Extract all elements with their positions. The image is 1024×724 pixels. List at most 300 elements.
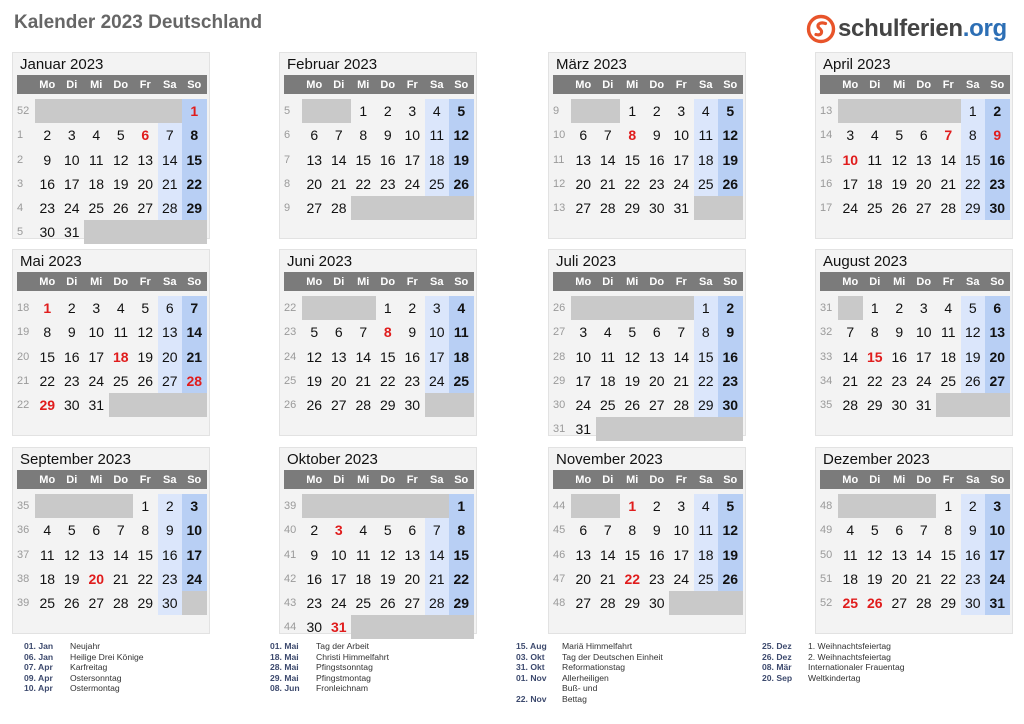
day-cell[interactable]: 9 (652, 522, 661, 539)
day-cell[interactable]: 4 (870, 127, 879, 144)
day-cell[interactable]: 19 (379, 570, 396, 587)
day-cell[interactable]: 14 (915, 546, 932, 563)
day-cell[interactable]: 3 (334, 522, 343, 539)
day-cell[interactable]: 22 (449, 567, 474, 591)
day-cell[interactable]: 13 (575, 151, 592, 168)
day-cell[interactable]: 13 (330, 348, 347, 365)
day-cell[interactable]: 24 (575, 397, 592, 414)
day-cell[interactable]: 27 (137, 200, 154, 217)
day-cell[interactable]: 16 (306, 570, 323, 587)
day-cell[interactable]: 15 (39, 348, 56, 365)
day-cell[interactable]: 14 (842, 348, 859, 365)
day-cell[interactable]: 11 (449, 320, 474, 344)
day-cell[interactable]: 15 (355, 151, 372, 168)
day-cell[interactable]: 21 (330, 175, 347, 192)
day-cell[interactable]: 29 (961, 196, 986, 220)
day-cell[interactable]: 12 (306, 348, 323, 365)
day-cell[interactable]: 23 (404, 372, 421, 389)
day-cell[interactable]: 28 (355, 397, 372, 414)
day-cell[interactable]: 17 (673, 151, 690, 168)
day-cell[interactable]: 18 (599, 372, 616, 389)
day-cell[interactable]: 4 (43, 522, 52, 539)
day-cell[interactable]: 23 (985, 172, 1010, 196)
day-cell[interactable]: 24 (63, 200, 80, 217)
day-cell[interactable]: 8 (359, 127, 368, 144)
day-cell[interactable]: 1 (628, 498, 637, 515)
day-cell[interactable]: 20 (158, 345, 183, 369)
day-cell[interactable]: 13 (88, 546, 105, 563)
day-cell[interactable]: 9 (67, 324, 76, 341)
day-cell[interactable]: 13 (158, 320, 183, 344)
day-cell[interactable]: 17 (404, 151, 421, 168)
day-cell[interactable]: 29 (624, 200, 641, 217)
day-cell[interactable]: 30 (718, 393, 743, 417)
day-cell[interactable]: 29 (694, 393, 719, 417)
day-cell[interactable]: 3 (985, 494, 1010, 518)
day-cell[interactable]: 3 (919, 300, 928, 317)
day-cell[interactable]: 4 (425, 99, 450, 123)
day-cell[interactable]: 16 (158, 543, 183, 567)
day-cell[interactable]: 30 (891, 397, 908, 414)
day-cell[interactable]: 7 (846, 324, 855, 341)
day-cell[interactable]: 17 (673, 546, 690, 563)
day-cell[interactable]: 22 (866, 372, 883, 389)
day-cell[interactable]: 22 (694, 369, 719, 393)
day-cell[interactable]: 24 (425, 369, 450, 393)
day-cell[interactable]: 8 (870, 324, 879, 341)
day-cell[interactable]: 8 (694, 320, 719, 344)
day-cell[interactable]: 6 (310, 127, 319, 144)
day-cell[interactable]: 13 (306, 151, 323, 168)
day-cell[interactable]: 13 (404, 546, 421, 563)
day-cell[interactable]: 1 (383, 300, 392, 317)
day-cell[interactable]: 10 (88, 324, 105, 341)
day-cell[interactable]: 25 (88, 200, 105, 217)
day-cell[interactable]: 24 (404, 175, 421, 192)
day-cell[interactable]: 21 (940, 175, 957, 192)
day-cell[interactable]: 28 (425, 591, 450, 615)
day-cell[interactable]: 7 (182, 296, 207, 320)
day-cell[interactable]: 2 (652, 103, 661, 120)
day-cell[interactable]: 5 (116, 127, 125, 144)
day-cell[interactable]: 27 (88, 595, 105, 612)
day-cell[interactable]: 18 (39, 570, 56, 587)
day-cell[interactable]: 17 (915, 348, 932, 365)
day-cell[interactable]: 16 (648, 546, 665, 563)
day-cell[interactable]: 27 (985, 369, 1010, 393)
day-cell[interactable]: 2 (985, 99, 1010, 123)
day-cell[interactable]: 20 (330, 372, 347, 389)
day-cell[interactable]: 2 (310, 522, 319, 539)
day-cell[interactable]: 2 (961, 494, 986, 518)
day-cell[interactable]: 25 (866, 200, 883, 217)
day-cell[interactable]: 16 (718, 345, 743, 369)
day-cell[interactable]: 3 (425, 296, 450, 320)
day-cell[interactable]: 7 (116, 522, 125, 539)
day-cell[interactable]: 27 (915, 200, 932, 217)
day-cell[interactable]: 11 (694, 123, 719, 147)
day-cell[interactable]: 2 (43, 127, 52, 144)
day-cell[interactable]: 24 (842, 200, 859, 217)
day-cell[interactable]: 23 (648, 570, 665, 587)
day-cell[interactable]: 13 (915, 151, 932, 168)
day-cell[interactable]: 30 (648, 595, 665, 612)
day-cell[interactable]: 10 (182, 518, 207, 542)
day-cell[interactable]: 4 (359, 522, 368, 539)
day-cell[interactable]: 10 (842, 151, 859, 168)
day-cell[interactable]: 3 (579, 324, 588, 341)
day-cell[interactable]: 15 (961, 148, 986, 172)
day-cell[interactable]: 28 (158, 196, 183, 220)
day-cell[interactable]: 28 (330, 200, 347, 217)
day-cell[interactable]: 26 (306, 397, 323, 414)
day-cell[interactable]: 1 (694, 296, 719, 320)
day-cell[interactable]: 5 (67, 522, 76, 539)
day-cell[interactable]: 17 (182, 543, 207, 567)
day-cell[interactable]: 27 (575, 595, 592, 612)
day-cell[interactable]: 6 (652, 324, 661, 341)
day-cell[interactable]: 21 (425, 567, 450, 591)
day-cell[interactable]: 5 (961, 296, 986, 320)
day-cell[interactable]: 14 (940, 151, 957, 168)
day-cell[interactable]: 27 (891, 595, 908, 612)
day-cell[interactable]: 11 (694, 518, 719, 542)
day-cell[interactable]: 9 (895, 324, 904, 341)
day-cell[interactable]: 30 (39, 224, 56, 241)
day-cell[interactable]: 31 (575, 421, 592, 438)
day-cell[interactable]: 9 (383, 127, 392, 144)
day-cell[interactable]: 21 (158, 172, 183, 196)
day-cell[interactable]: 14 (112, 546, 129, 563)
day-cell[interactable]: 24 (88, 372, 105, 389)
day-cell[interactable]: 6 (158, 296, 183, 320)
day-cell[interactable]: 28 (842, 397, 859, 414)
day-cell[interactable]: 11 (867, 151, 883, 168)
day-cell[interactable]: 19 (63, 570, 80, 587)
day-cell[interactable]: 12 (379, 546, 396, 563)
day-cell[interactable]: 22 (624, 175, 641, 192)
day-cell[interactable]: 6 (334, 324, 343, 341)
day-cell[interactable]: 27 (158, 369, 183, 393)
day-cell[interactable]: 16 (891, 348, 908, 365)
day-cell[interactable]: 11 (940, 324, 956, 341)
day-cell[interactable]: 11 (600, 348, 616, 365)
day-cell[interactable]: 9 (985, 123, 1010, 147)
day-cell[interactable]: 23 (63, 372, 80, 389)
day-cell[interactable]: 2 (652, 498, 661, 515)
day-cell[interactable]: 11 (355, 546, 371, 563)
day-cell[interactable]: 4 (694, 494, 719, 518)
day-cell[interactable]: 2 (383, 103, 392, 120)
day-cell[interactable]: 15 (379, 348, 396, 365)
day-cell[interactable]: 17 (842, 175, 859, 192)
day-cell[interactable]: 14 (355, 348, 372, 365)
day-cell[interactable]: 2 (895, 300, 904, 317)
day-cell[interactable]: 12 (63, 546, 80, 563)
day-cell[interactable]: 23 (718, 369, 743, 393)
day-cell[interactable]: 12 (961, 320, 986, 344)
day-cell[interactable]: 19 (306, 372, 323, 389)
day-cell[interactable]: 8 (628, 522, 637, 539)
day-cell[interactable]: 25 (599, 397, 616, 414)
day-cell[interactable]: 18 (425, 148, 450, 172)
day-cell[interactable]: 23 (39, 200, 56, 217)
day-cell[interactable]: 4 (116, 300, 125, 317)
day-cell[interactable]: 27 (330, 397, 347, 414)
day-cell[interactable]: 30 (961, 591, 986, 615)
day-cell[interactable]: 7 (603, 127, 612, 144)
day-cell[interactable]: 26 (891, 200, 908, 217)
day-cell[interactable]: 30 (648, 200, 665, 217)
day-cell[interactable]: 7 (603, 522, 612, 539)
day-cell[interactable]: 19 (961, 345, 986, 369)
day-cell[interactable]: 29 (449, 591, 474, 615)
day-cell[interactable]: 10 (673, 127, 690, 144)
day-cell[interactable]: 15 (624, 546, 641, 563)
day-cell[interactable]: 29 (137, 595, 154, 612)
day-cell[interactable]: 14 (158, 148, 183, 172)
day-cell[interactable]: 10 (673, 522, 690, 539)
day-cell[interactable]: 15 (624, 151, 641, 168)
day-cell[interactable]: 5 (718, 99, 743, 123)
day-cell[interactable]: 1 (182, 99, 207, 123)
day-cell[interactable]: 31 (673, 200, 690, 217)
day-cell[interactable]: 6 (919, 127, 928, 144)
day-cell[interactable]: 3 (182, 494, 207, 518)
day-cell[interactable]: 19 (866, 570, 883, 587)
day-cell[interactable]: 20 (575, 570, 592, 587)
day-cell[interactable]: 22 (137, 570, 154, 587)
day-cell[interactable]: 16 (985, 148, 1010, 172)
day-cell[interactable]: 8 (628, 127, 637, 144)
day-cell[interactable]: 19 (718, 148, 743, 172)
day-cell[interactable]: 31 (88, 397, 105, 414)
day-cell[interactable]: 22 (940, 570, 957, 587)
day-cell[interactable]: 10 (63, 151, 80, 168)
day-cell[interactable]: 1 (449, 494, 474, 518)
day-cell[interactable]: 2 (67, 300, 76, 317)
day-cell[interactable]: 20 (648, 372, 665, 389)
day-cell[interactable]: 6 (985, 296, 1010, 320)
day-cell[interactable]: 14 (182, 320, 207, 344)
day-cell[interactable]: 5 (141, 300, 150, 317)
day-cell[interactable]: 21 (355, 372, 372, 389)
day-cell[interactable]: 9 (408, 324, 417, 341)
day-cell[interactable]: 16 (39, 175, 56, 192)
day-cell[interactable]: 27 (648, 397, 665, 414)
day-cell[interactable]: 17 (88, 348, 105, 365)
day-cell[interactable]: 28 (599, 595, 616, 612)
day-cell[interactable]: 20 (575, 175, 592, 192)
day-cell[interactable]: 30 (306, 619, 323, 636)
day-cell[interactable]: 20 (985, 345, 1010, 369)
day-cell[interactable]: 21 (599, 175, 616, 192)
day-cell[interactable]: 8 (961, 123, 986, 147)
day-cell[interactable]: 8 (141, 522, 150, 539)
day-cell[interactable]: 22 (624, 570, 641, 587)
day-cell[interactable]: 12 (866, 546, 883, 563)
day-cell[interactable]: 20 (404, 570, 421, 587)
day-cell[interactable]: 21 (915, 570, 932, 587)
day-cell[interactable]: 18 (355, 570, 372, 587)
day-cell[interactable]: 12 (137, 324, 154, 341)
day-cell[interactable]: 1 (944, 498, 953, 515)
day-cell[interactable]: 11 (425, 123, 450, 147)
day-cell[interactable]: 6 (408, 522, 417, 539)
day-cell[interactable]: 3 (92, 300, 101, 317)
day-cell[interactable]: 8 (182, 123, 207, 147)
day-cell[interactable]: 9 (718, 320, 743, 344)
day-cell[interactable]: 29 (866, 397, 883, 414)
day-cell[interactable]: 28 (599, 200, 616, 217)
day-cell[interactable]: 2 (158, 494, 183, 518)
day-cell[interactable]: 11 (88, 151, 104, 168)
day-cell[interactable]: 3 (67, 127, 76, 144)
day-cell[interactable]: 6 (141, 127, 150, 144)
day-cell[interactable]: 12 (718, 518, 743, 542)
day-cell[interactable]: 1 (359, 103, 368, 120)
day-cell[interactable]: 4 (694, 99, 719, 123)
day-cell[interactable]: 26 (866, 595, 883, 612)
day-cell[interactable]: 7 (334, 127, 343, 144)
day-cell[interactable]: 23 (961, 567, 986, 591)
day-cell[interactable]: 10 (330, 546, 347, 563)
day-cell[interactable]: 19 (449, 148, 474, 172)
day-cell[interactable]: 5 (310, 324, 319, 341)
day-cell[interactable]: 9 (652, 127, 661, 144)
day-cell[interactable]: 25 (940, 372, 957, 389)
day-cell[interactable]: 10 (575, 348, 592, 365)
day-cell[interactable]: 20 (915, 175, 932, 192)
day-cell[interactable]: 24 (915, 372, 932, 389)
day-cell[interactable]: 24 (673, 175, 690, 192)
day-cell[interactable]: 24 (182, 567, 207, 591)
day-cell[interactable]: 15 (449, 543, 474, 567)
day-cell[interactable]: 14 (599, 151, 616, 168)
day-cell[interactable]: 22 (39, 372, 56, 389)
day-cell[interactable]: 4 (846, 522, 855, 539)
day-cell[interactable]: 26 (379, 595, 396, 612)
day-cell[interactable]: 8 (43, 324, 52, 341)
day-cell[interactable]: 16 (404, 348, 421, 365)
day-cell[interactable]: 17 (575, 372, 592, 389)
day-cell[interactable]: 18 (694, 543, 719, 567)
day-cell[interactable]: 10 (425, 320, 450, 344)
day-cell[interactable]: 5 (628, 324, 637, 341)
day-cell[interactable]: 23 (306, 595, 323, 612)
day-cell[interactable]: 9 (158, 518, 183, 542)
day-cell[interactable]: 30 (158, 591, 183, 615)
day-cell[interactable]: 13 (891, 546, 908, 563)
day-cell[interactable]: 5 (895, 127, 904, 144)
day-cell[interactable]: 25 (112, 372, 129, 389)
day-cell[interactable]: 20 (891, 570, 908, 587)
day-cell[interactable]: 21 (673, 372, 690, 389)
day-cell[interactable]: 16 (961, 543, 986, 567)
day-cell[interactable]: 26 (112, 200, 129, 217)
day-cell[interactable]: 15 (182, 148, 207, 172)
day-cell[interactable]: 28 (673, 397, 690, 414)
day-cell[interactable]: 23 (158, 567, 183, 591)
day-cell[interactable]: 13 (985, 320, 1010, 344)
day-cell[interactable]: 5 (870, 522, 879, 539)
day-cell[interactable]: 18 (88, 175, 105, 192)
day-cell[interactable]: 12 (891, 151, 908, 168)
day-cell[interactable]: 21 (182, 345, 207, 369)
day-cell[interactable]: 20 (306, 175, 323, 192)
day-cell[interactable]: 11 (113, 324, 129, 341)
day-cell[interactable]: 26 (961, 369, 986, 393)
day-cell[interactable]: 8 (944, 522, 953, 539)
day-cell[interactable]: 26 (624, 397, 641, 414)
day-cell[interactable]: 21 (599, 570, 616, 587)
day-cell[interactable]: 28 (112, 595, 129, 612)
day-cell[interactable]: 1 (961, 99, 986, 123)
day-cell[interactable]: 14 (673, 348, 690, 365)
day-cell[interactable]: 21 (842, 372, 859, 389)
day-cell[interactable]: 30 (63, 397, 80, 414)
day-cell[interactable]: 7 (919, 522, 928, 539)
day-cell[interactable]: 26 (449, 172, 474, 196)
day-cell[interactable]: 13 (137, 151, 154, 168)
day-cell[interactable]: 2 (408, 300, 417, 317)
day-cell[interactable]: 18 (112, 348, 129, 365)
day-cell[interactable]: 25 (842, 595, 859, 612)
day-cell[interactable]: 27 (575, 200, 592, 217)
day-cell[interactable]: 13 (648, 348, 665, 365)
day-cell[interactable]: 17 (985, 543, 1010, 567)
day-cell[interactable]: 16 (379, 151, 396, 168)
day-cell[interactable]: 25 (355, 595, 372, 612)
day-cell[interactable]: 25 (449, 369, 474, 393)
day-cell[interactable]: 23 (891, 372, 908, 389)
day-cell[interactable]: 17 (63, 175, 80, 192)
day-cell[interactable]: 22 (182, 172, 207, 196)
day-cell[interactable]: 12 (449, 123, 474, 147)
day-cell[interactable]: 19 (137, 348, 154, 365)
day-cell[interactable]: 4 (92, 127, 101, 144)
day-cell[interactable]: 31 (915, 397, 932, 414)
day-cell[interactable]: 14 (425, 543, 450, 567)
day-cell[interactable]: 20 (137, 175, 154, 192)
day-cell[interactable]: 10 (915, 324, 932, 341)
day-cell[interactable]: 5 (449, 99, 474, 123)
day-cell[interactable]: 4 (944, 300, 953, 317)
day-cell[interactable]: 22 (355, 175, 372, 192)
day-cell[interactable]: 31 (63, 224, 80, 241)
day-cell[interactable]: 14 (330, 151, 347, 168)
day-cell[interactable]: 23 (648, 175, 665, 192)
day-cell[interactable]: 30 (404, 397, 421, 414)
day-cell[interactable]: 5 (718, 494, 743, 518)
day-cell[interactable]: 22 (379, 372, 396, 389)
day-cell[interactable]: 18 (940, 348, 957, 365)
day-cell[interactable]: 7 (944, 127, 953, 144)
day-cell[interactable]: 29 (379, 397, 396, 414)
day-cell[interactable]: 27 (404, 595, 421, 612)
day-cell[interactable]: 12 (112, 151, 129, 168)
day-cell[interactable]: 15 (694, 345, 719, 369)
day-cell[interactable]: 7 (425, 518, 450, 542)
day-cell[interactable]: 28 (940, 200, 957, 217)
day-cell[interactable]: 8 (449, 518, 474, 542)
day-cell[interactable]: 4 (603, 324, 612, 341)
day-cell[interactable]: 8 (383, 324, 392, 341)
day-cell[interactable]: 10 (985, 518, 1010, 542)
day-cell[interactable]: 6 (895, 522, 904, 539)
day-cell[interactable]: 29 (940, 595, 957, 612)
day-cell[interactable]: 26 (718, 172, 743, 196)
